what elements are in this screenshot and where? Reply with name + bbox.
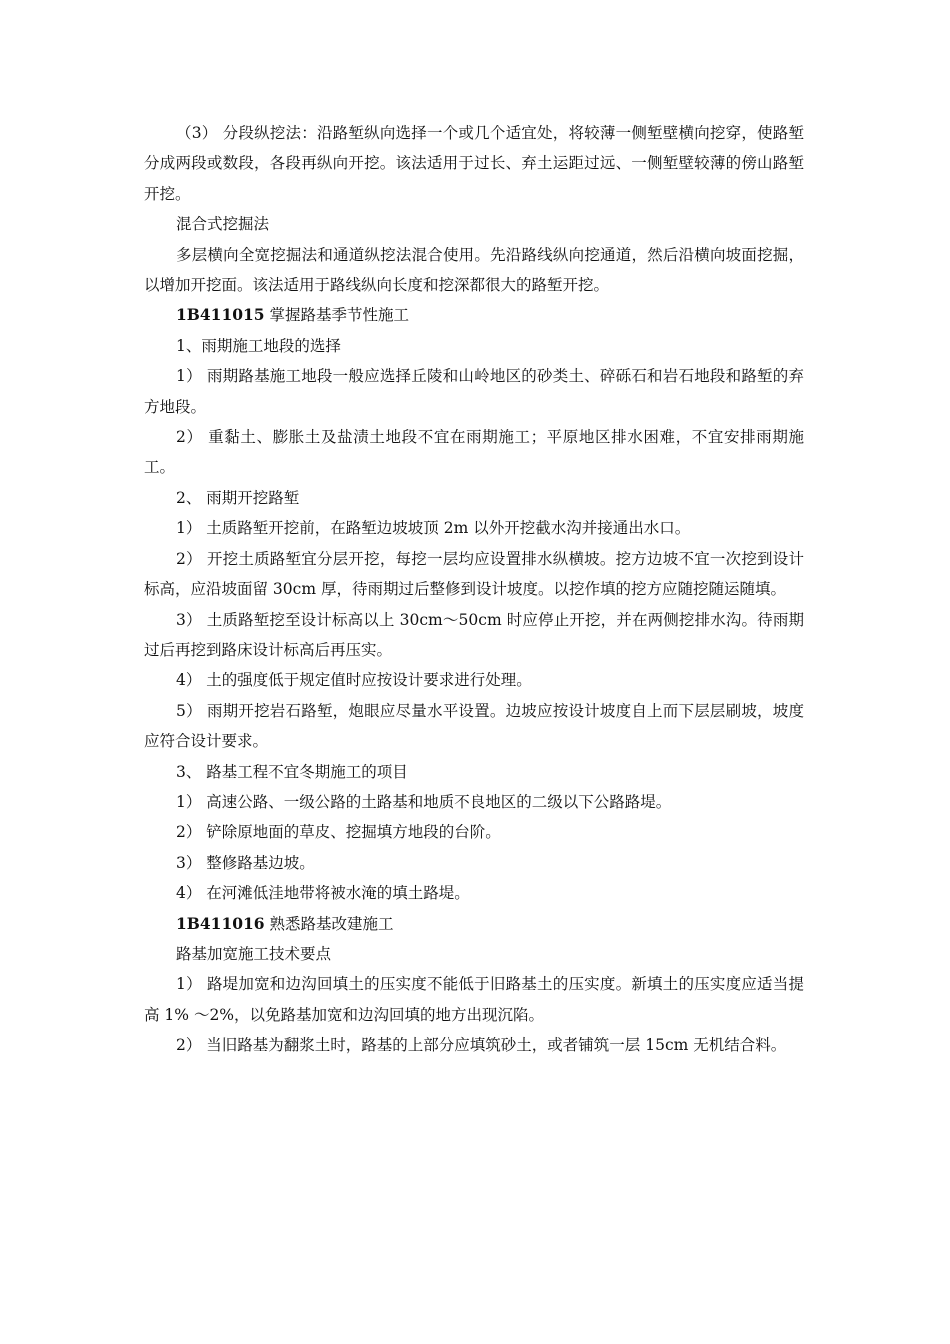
section-heading-1b411015 [144,300,804,330]
paragraph-mixed-method-body: 多层横向全宽挖掘法和通道纵挖法混合使用。先沿路线纵向挖通道，然后沿横向坡面挖掘，以增加开挖面。该法适用于路线纵向长度和挖深都很大的路堑开挖。 [144,245,804,295]
paragraph-winter-title: 3、 路基工程不宜冬期施工的项目 [176,762,408,781]
paragraph-widening-title: 路基加宽施工技术要点 [176,944,332,963]
paragraph-rainy-site-selection: 1、雨期施工地段的选择 [176,336,341,355]
paragraph-widening-item-1: 1） 路堤加宽和边沟回填土的压实度不能低于旧路基土的压实度。新填土的压实度应适当提高 1% ～2%，以免路基加宽和边沟回填的地方出现沉陷。 [144,975,804,1024]
paragraph-winter-item-2: 2） 铲除原地面的草皮、挖掘填方地段的台阶。 [176,823,501,842]
paragraph-excavation-item-3: 3） 土质路堑挖至设计标高以上 30cm～50cm 时应停止开挖，并在两侧挖排水沟。待雨期过后再挖到路床设计标高后再压实。 [144,610,804,659]
paragraph-rainy-excavation-title: 2、 雨期开挖路堑 [176,488,300,507]
paragraph-winter-item-1: 1） 高速公路、一级公路的土路基和地质不良地区的二级以下公路路堤。 [176,792,672,811]
paragraph-rainy-item-1: 1） 雨期路基施工地段一般应选择丘陵和山岭地区的砂类土、碎砾石和岩石地段和路堑的弃方地段。 [144,367,804,416]
section-heading-1b411016 [144,909,804,939]
paragraph-mixed-method-title: 混合式挖掘法 [176,215,270,234]
paragraph-winter-item-4: 4） 在河滩低洼地带将被水淹的填土路堤。 [176,884,470,903]
paragraph-excavation-item-2: 2） 开挖土质路堑宜分层开挖，每挖一层均应设置排水纵横坡。挖方边坡不宜一次挖到设计标高，应沿坡面留 30cm 厚，待雨期过后整修到设计坡度。以挖作填的挖方应随挖随运随填。 [144,549,804,599]
paragraph-excavation-item-5: 5） 雨期开挖岩石路堑，炮眼应尽量水平设置。边坡应按设计坡度自上而下层层刷坡，坡度应符合设计要求。 [144,701,804,751]
paragraph-excavation-item-4: 4） 土的强度低于规定值时应按设计要求进行处理。 [176,671,532,690]
section-code: 1B411015 [176,305,265,325]
paragraph-segmented-excavation: （3） 分段纵挖法：沿路堑纵向选择一个或几个适宜处，将较薄一侧堑壁横向挖穿，使路堑分成两段或数段，各段再纵向开挖。该法适用于过长、弃土运距过远、一侧堑壁较薄的傍山路堑开挖。 [144,124,804,203]
section-title: 掌握路基季节性施工 [264,306,410,325]
section-code: 1B411016 [176,913,265,933]
document-page [144,118,804,1061]
paragraph-excavation-item-1: 1） 土质路堑开挖前，在路堑边坡坡顶 2m 以外开挖截水沟并接通出水口。 [176,519,691,538]
paragraph-rainy-item-2: 2） 重黏土、膨胀土及盐渍土地段不宜在雨期施工；平原地区排水困难，不宜安排雨期施工。 [144,428,804,477]
paragraph-winter-item-3: 3） 整修路基边坡。 [176,853,315,872]
section-title: 熟悉路基改建施工 [264,914,394,933]
paragraph-widening-item-2: 2） 当旧路基为翻浆土时，路基的上部分应填筑砂土，或者铺筑一层 15cm 无机结合料。 [176,1036,787,1055]
